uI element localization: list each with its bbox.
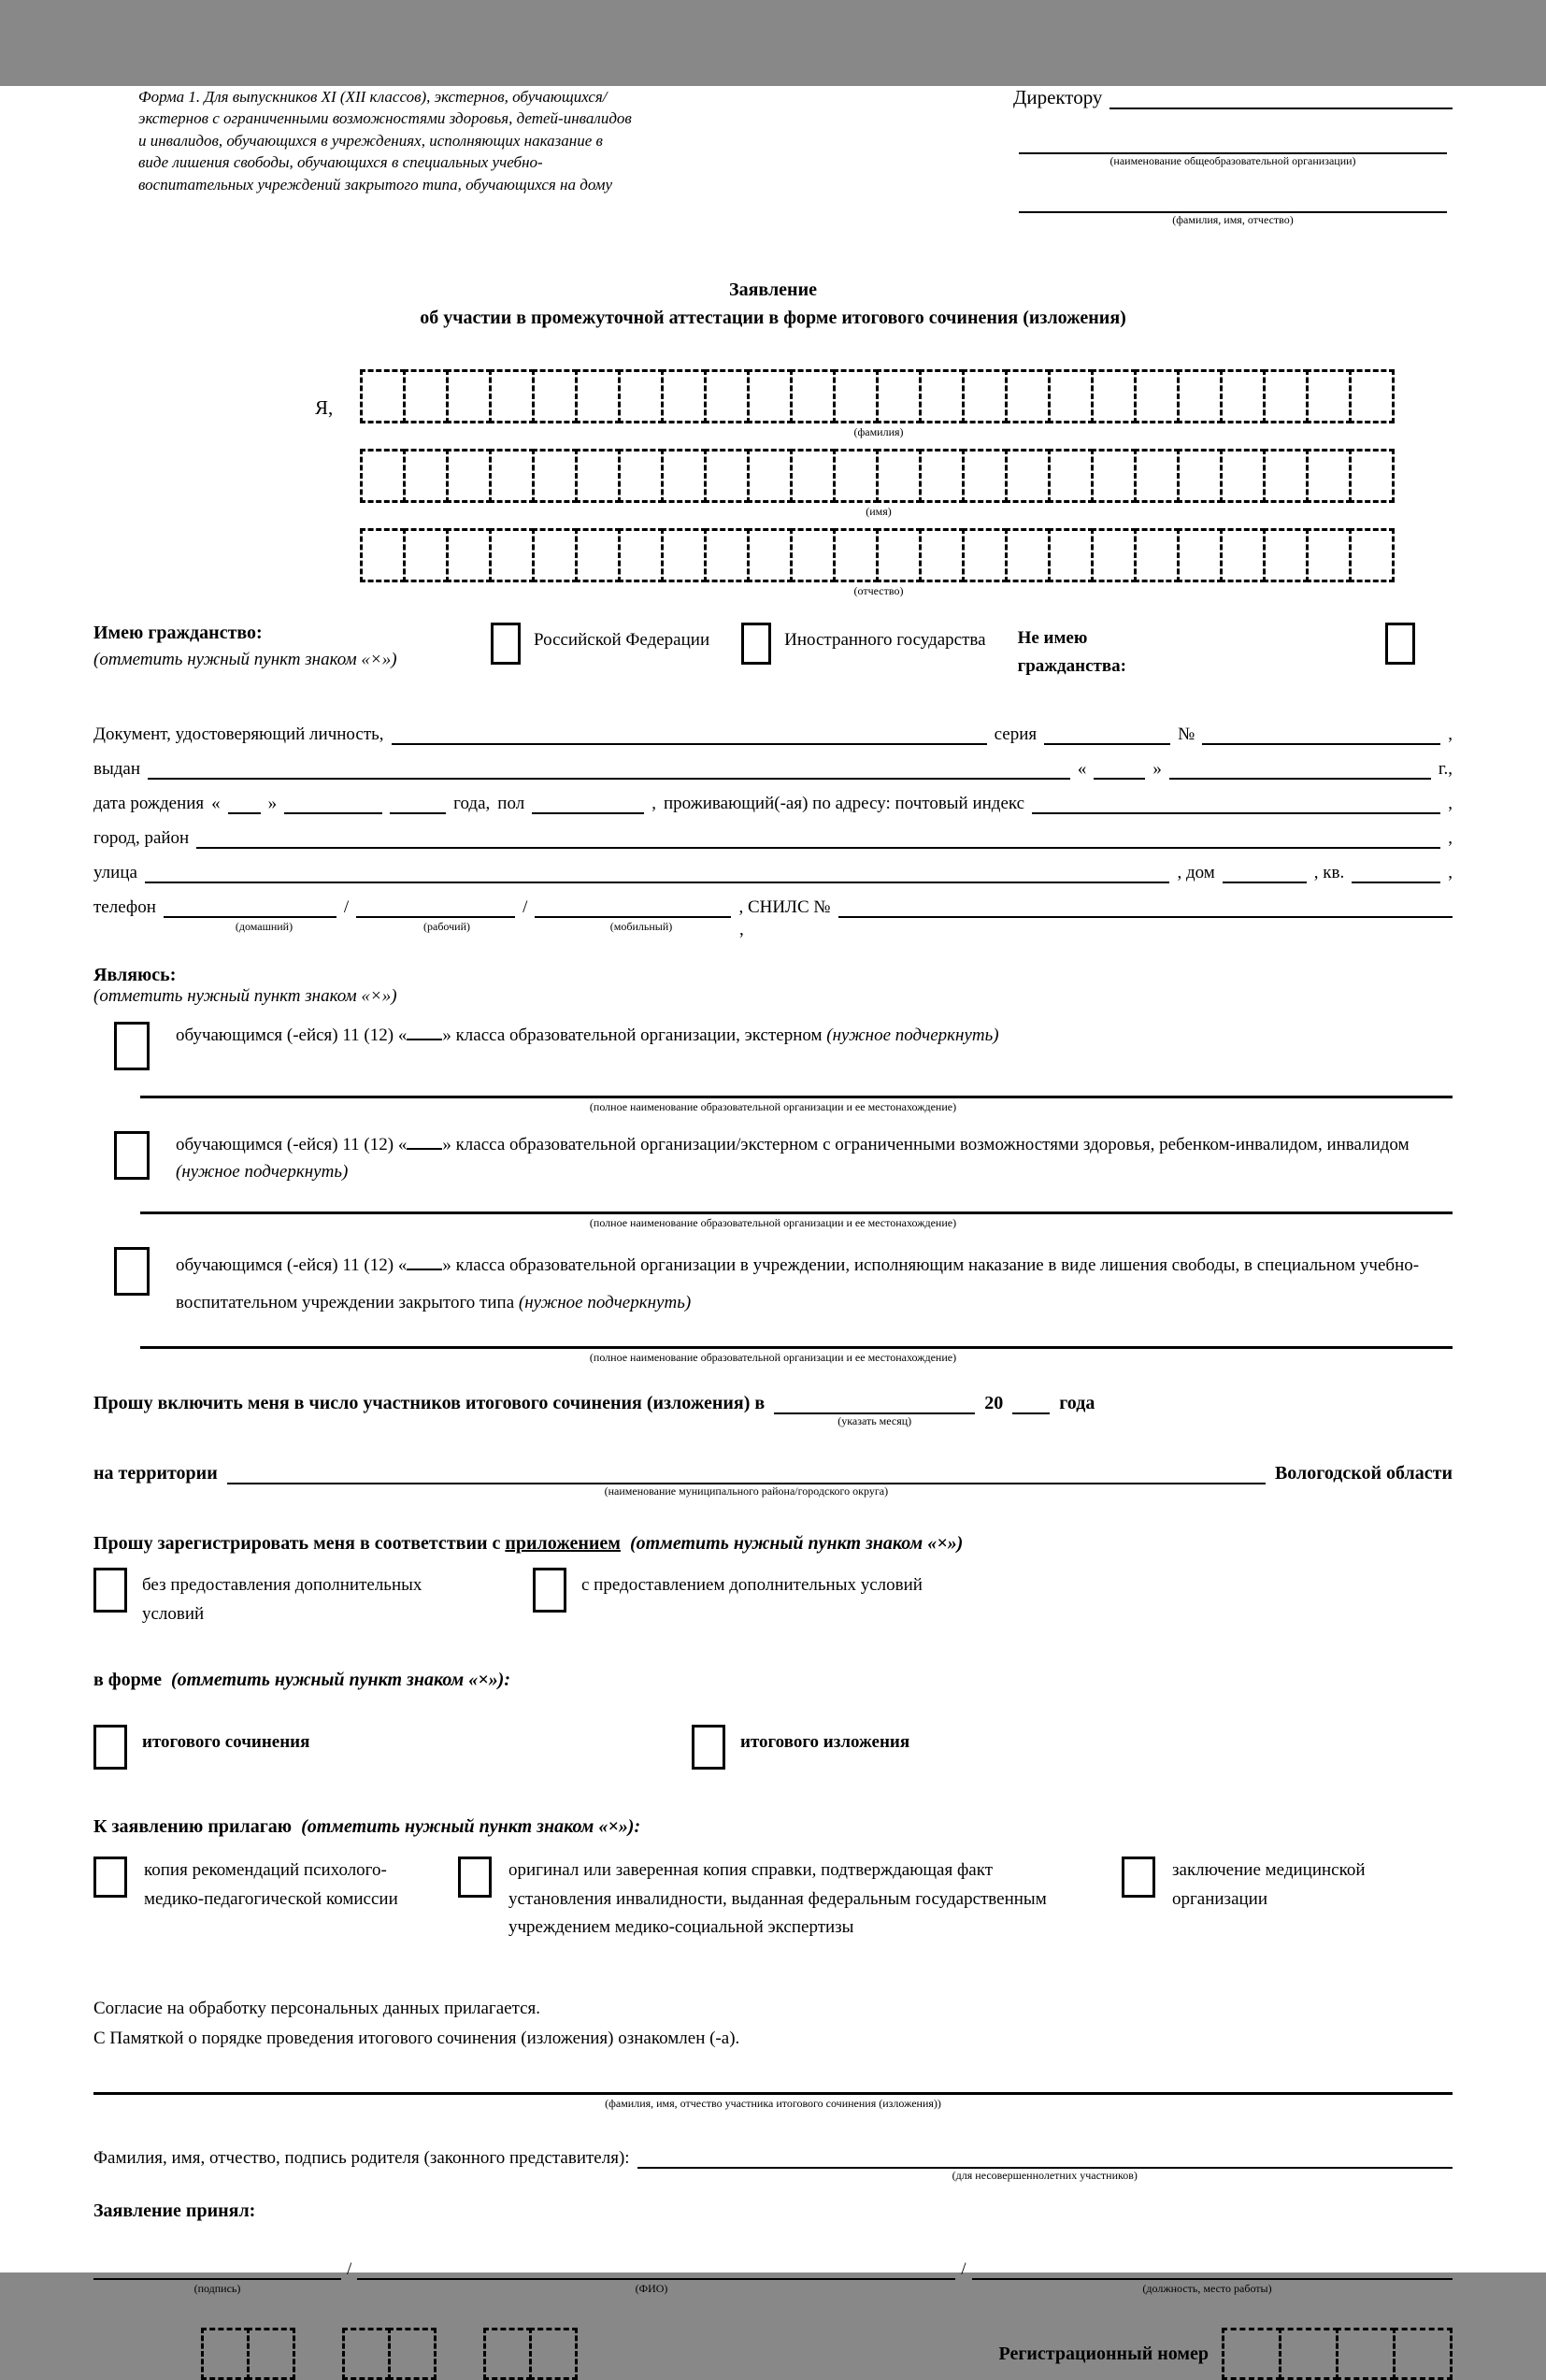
char-cell[interactable] xyxy=(704,528,750,582)
footer xyxy=(93,2328,1453,2380)
acceptor-signature-blank[interactable] xyxy=(93,2259,341,2280)
organization-name-blank[interactable] xyxy=(1019,109,1447,154)
header xyxy=(93,86,1453,227)
izlozhenie-checkbox[interactable] xyxy=(692,1725,725,1770)
org-caption-2: (полное наименование образовательной организации и ее местонахождение) xyxy=(589,1215,957,1229)
char-cell[interactable] xyxy=(201,2328,250,2380)
org-name-blank-2[interactable] xyxy=(140,1211,1453,1214)
char-cell[interactable] xyxy=(403,528,449,582)
comma: , xyxy=(651,793,656,813)
application-form-page xyxy=(0,86,1546,2364)
class-blank-1[interactable] xyxy=(407,1025,442,1040)
status-section xyxy=(93,965,1453,1366)
snils-blank[interactable] xyxy=(838,897,1453,918)
status-item-3 xyxy=(93,1247,1453,1322)
parent-blank-wrap xyxy=(637,2148,1453,2183)
year-suffix: года xyxy=(1059,1393,1095,1414)
territory-blank[interactable] xyxy=(227,1464,1266,1484)
char-cell[interactable] xyxy=(747,528,793,582)
char-cell[interactable] xyxy=(919,369,965,423)
year-blank[interactable] xyxy=(1012,1394,1050,1414)
foreign-label: Иностранного государства xyxy=(784,630,986,650)
surname-grid xyxy=(360,369,1395,423)
name-grid-section xyxy=(315,369,1453,598)
form-type-note: (отметить нужный пункт знаком «×»): xyxy=(170,1670,510,1691)
char-cell[interactable] xyxy=(360,449,406,503)
char-cell[interactable] xyxy=(919,528,965,582)
status-text-2a: обучающимся (-ейся) 11 (12) « xyxy=(176,1134,408,1154)
month-caption: (указать месяц) xyxy=(837,1414,912,1428)
char-cell[interactable] xyxy=(1134,369,1180,423)
doc-line xyxy=(93,724,1453,745)
birth-label: дата рождения xyxy=(93,793,205,813)
participant-signature-blank[interactable] xyxy=(93,2092,1453,2095)
patronymic-grid xyxy=(360,528,1395,582)
snils-label: , СНИЛС № xyxy=(738,896,831,917)
char-cell[interactable] xyxy=(747,449,793,503)
director-block xyxy=(1013,86,1453,227)
char-cell[interactable] xyxy=(489,449,535,503)
quote-close: » xyxy=(1152,758,1162,779)
firstname-grid xyxy=(360,449,1395,503)
year-label: г., xyxy=(1438,758,1453,779)
patronymic-row xyxy=(360,528,1453,582)
with-conditions-label: с предоставлением дополнительных условий xyxy=(581,1575,923,1596)
phone-home-caption: (домашний) xyxy=(235,919,293,933)
char-cell[interactable] xyxy=(876,369,922,423)
citizenship-note: (отметить нужный пункт знаком «×») xyxy=(93,650,397,669)
city-district-blank[interactable] xyxy=(196,828,1440,849)
kv-label: , кв. xyxy=(1313,862,1345,882)
char-cell[interactable] xyxy=(446,528,492,582)
surname-caption: (фамилия) xyxy=(853,425,904,438)
org-caption-3: (полное наименование образовательной организации и ее местонахождение) xyxy=(589,1351,957,1365)
rf-checkbox[interactable] xyxy=(491,623,521,665)
flat-blank[interactable] xyxy=(1352,863,1440,883)
phone-mobile-blank[interactable] xyxy=(535,897,731,918)
issued-by-blank[interactable] xyxy=(148,759,1070,780)
disability-certificate-checkbox[interactable] xyxy=(458,1857,492,1898)
director-name-blank[interactable] xyxy=(1109,89,1453,109)
birth-day-blank[interactable] xyxy=(228,794,261,814)
status-item-2 xyxy=(93,1131,1453,1186)
identity-section xyxy=(93,724,1453,940)
position-caption: (должность, место работы) xyxy=(1142,2282,1272,2296)
with-conditions-checkbox[interactable] xyxy=(533,1568,566,1613)
attachments-note: (отметить нужный пункт знаком «×»): xyxy=(301,1816,641,1838)
status-text-2b: » класса образовательной организации/экстерном с ограниченными возможностями здоровья, ребенком-инвалидом, инвалидом xyxy=(442,1134,1410,1154)
acceptor-fio-blank[interactable] xyxy=(357,2259,955,2280)
status-underline-note-3: (нужное подчеркнуть) xyxy=(518,1292,692,1312)
phone-home-blank[interactable] xyxy=(164,897,336,918)
attachment-item-3 xyxy=(1122,1857,1453,1942)
attachments-label: К заявлению прилагаю xyxy=(93,1816,293,1838)
month-blank-wrap xyxy=(774,1394,975,1428)
street-blank[interactable] xyxy=(145,863,1170,883)
char-cell[interactable] xyxy=(360,369,406,423)
char-cell[interactable] xyxy=(919,449,965,503)
char-cell[interactable] xyxy=(962,449,1008,503)
firstname-caption: (имя) xyxy=(866,505,892,518)
status-checkbox-2[interactable] xyxy=(114,1131,150,1180)
char-cell[interactable] xyxy=(360,528,406,582)
parent-line xyxy=(93,2148,1453,2183)
medical-conclusion-label: заключение медицинской организации xyxy=(1172,1860,1366,1909)
birth-year-blank[interactable] xyxy=(390,794,446,814)
char-cell[interactable] xyxy=(483,2328,532,2380)
registration-number-box xyxy=(1222,2328,1453,2380)
include-label: Прошу включить меня в число участников итогового сочинения (изложения) в xyxy=(93,1393,766,1414)
char-cell[interactable] xyxy=(1091,369,1137,423)
status-underline-note-2: (нужное подчеркнуть) xyxy=(176,1162,349,1183)
consent-line2: С Памяткой о порядке проведения итогового сочинения (изложения) ознакомлен (-а). xyxy=(93,2028,740,2048)
medical-conclusion-checkbox[interactable] xyxy=(1122,1857,1155,1898)
char-cell[interactable] xyxy=(661,528,707,582)
char-cell[interactable] xyxy=(1091,528,1137,582)
slash: / xyxy=(961,2259,966,2280)
vydan-label: выдан xyxy=(93,758,141,779)
char-cell[interactable] xyxy=(1220,449,1266,503)
house-blank[interactable] xyxy=(1223,863,1307,883)
status-text-3b: » класса образовательной организации в учреждении, исполняющим наказание в виде лишения свободы, в специальном учебно-воспитательном учреждении закрытого типа xyxy=(176,1255,1420,1312)
city-line xyxy=(93,828,1453,849)
citizenship-label-block xyxy=(93,623,491,670)
territory-blank-wrap xyxy=(227,1464,1266,1498)
char-cell[interactable] xyxy=(833,449,879,503)
doc-type-blank[interactable] xyxy=(392,724,987,745)
registration-number-block xyxy=(998,2328,1453,2380)
comma: , xyxy=(1448,793,1453,813)
char-cell[interactable] xyxy=(790,449,836,503)
parent-label: Фамилия, имя, отчество, подпись родителя (законного представителя): xyxy=(93,2148,630,2169)
organization-caption: (наименование общеобразовательной организации) xyxy=(1109,154,1356,167)
char-cell[interactable] xyxy=(790,528,836,582)
attachment-item-1 xyxy=(93,1857,458,1942)
char-cell[interactable] xyxy=(532,369,578,423)
citizenship-section xyxy=(93,623,1453,681)
stray-comma: , xyxy=(739,919,744,939)
char-cell[interactable] xyxy=(1263,528,1309,582)
seriya-label: серия xyxy=(994,724,1038,744)
status-text-1b: » класса образовательной организации, экстерном xyxy=(442,1025,827,1045)
char-cell[interactable] xyxy=(1349,449,1395,503)
register-option-with xyxy=(533,1568,923,1628)
region-label: Вологодской области xyxy=(1274,1463,1453,1484)
char-cell[interactable] xyxy=(575,449,621,503)
char-cell[interactable] xyxy=(1048,528,1094,582)
char-cell[interactable] xyxy=(575,528,621,582)
char-cell[interactable] xyxy=(1177,369,1223,423)
surname-row xyxy=(315,369,1453,423)
char-cell[interactable] xyxy=(575,369,621,423)
char-cell[interactable] xyxy=(1336,2328,1396,2380)
acceptor-position-blank[interactable] xyxy=(972,2259,1453,2280)
quote-open: « xyxy=(1077,758,1087,779)
include-request-line xyxy=(93,1393,1453,1428)
postal-index-blank[interactable] xyxy=(1032,794,1440,814)
citizenship-option-foreign xyxy=(741,623,985,665)
no-citizenship-checkbox[interactable] xyxy=(1385,623,1415,665)
comma: , xyxy=(1448,827,1453,848)
disability-certificate-label: оригинал или заверенная копия справки, подтверждающая факт установления инвалидности, выданная федеральным государственным учреждением медико-социальной экспертизы xyxy=(508,1860,1047,1937)
char-cell[interactable] xyxy=(247,2328,295,2380)
register-attachment-ref: приложением xyxy=(505,1533,621,1555)
director-label: Директору xyxy=(1013,86,1103,108)
register-section xyxy=(93,1533,1453,1628)
char-cell[interactable] xyxy=(1005,449,1051,503)
rf-label: Российской Федерации xyxy=(534,630,710,650)
org-name-blank-1[interactable] xyxy=(140,1095,1453,1098)
char-cell[interactable] xyxy=(529,2328,578,2380)
char-cell[interactable] xyxy=(1306,369,1352,423)
parent-caption: (для несовершеннолетних участников) xyxy=(952,2169,1138,2183)
ya-prefix: Я, xyxy=(315,396,334,419)
char-cell[interactable] xyxy=(1091,449,1137,503)
phone-work-caption: (рабочий) xyxy=(423,919,470,933)
seriya-blank[interactable] xyxy=(1044,724,1170,745)
title-line1: Заявление xyxy=(729,280,817,300)
gorod-label: город, район xyxy=(93,827,190,848)
char-cell[interactable] xyxy=(1222,2328,1281,2380)
attachment-item-2 xyxy=(458,1857,1122,1942)
registration-number-label: Регистрационный номер xyxy=(998,2343,1209,2364)
form-type-section xyxy=(93,1670,1453,1770)
char-cell[interactable] xyxy=(1220,528,1266,582)
char-cell[interactable] xyxy=(962,528,1008,582)
char-cell[interactable] xyxy=(1134,449,1180,503)
signature-caption: (подпись) xyxy=(193,2282,241,2296)
firstname-row xyxy=(360,449,1453,503)
title-line2: об участии в промежуточной аттестации в форме итогового сочинения (изложения) xyxy=(420,308,1126,328)
char-cell[interactable] xyxy=(704,369,750,423)
number-label: № xyxy=(1178,724,1195,744)
territory-label: на территории xyxy=(93,1463,218,1484)
essay-label: итогового сочинения xyxy=(142,1732,310,1753)
year-prefix: 20 xyxy=(984,1393,1004,1414)
pmpk-copy-label: копия рекомендаций психолого-медико-педагогической комиссии xyxy=(144,1860,398,1909)
pmpk-copy-checkbox[interactable] xyxy=(93,1857,127,1898)
parent-signature-blank[interactable] xyxy=(637,2148,1453,2169)
org-caption-1: (полное наименование образовательной организации и ее местонахождение) xyxy=(589,1099,957,1113)
pol-label: пол xyxy=(497,793,525,813)
citizenship-option-rf xyxy=(491,623,709,665)
status-text-3a: обучающимся (-ейся) 11 (12) « xyxy=(176,1255,408,1275)
class-blank-2[interactable] xyxy=(407,1135,442,1150)
slash: / xyxy=(522,896,528,917)
char-cell[interactable] xyxy=(876,528,922,582)
telefon-label: телефон xyxy=(93,896,156,917)
no-citizenship-label: Не имею гражданства: xyxy=(1017,628,1126,677)
without-conditions-label: без предоставления дополнительных условий xyxy=(142,1575,422,1624)
quote-open: « xyxy=(211,793,221,813)
status-underline-note-1: (нужное подчеркнуть) xyxy=(826,1025,999,1045)
char-cell[interactable] xyxy=(833,369,879,423)
phone-line xyxy=(93,897,1453,918)
char-cell[interactable] xyxy=(1306,528,1352,582)
char-cell[interactable] xyxy=(1393,2328,1453,2380)
char-cell[interactable] xyxy=(1048,449,1094,503)
char-cell[interactable] xyxy=(876,449,922,503)
essay-option xyxy=(93,1725,692,1770)
signature-captions xyxy=(93,2282,1453,2296)
signature-row xyxy=(93,2259,1453,2280)
consent-section xyxy=(93,1994,1453,2053)
char-cell[interactable] xyxy=(1349,528,1395,582)
char-cell[interactable] xyxy=(489,369,535,423)
director-fio-blank[interactable] xyxy=(1019,168,1447,213)
issue-month-blank[interactable] xyxy=(1169,759,1431,780)
citizenship-label: Имею гражданство: xyxy=(93,623,263,643)
char-cell[interactable] xyxy=(1005,369,1051,423)
form-variant-note: Форма 1. Для выпускников XI (XII классов), экстернов, обучающихся/экстернов с ограниченными возможностями здоровья, детей-инвалидов и инвалидов, обучающихся в учреждениях, исполняющих наказание в виде лишения свободы, обучающихся в специальных учебно-воспитательных учреждений закрытого типа, обучающихся на дому xyxy=(138,88,632,194)
issue-day-blank[interactable] xyxy=(1094,759,1145,780)
director-fio-caption: (фамилия, имя, отчество) xyxy=(1172,213,1294,226)
without-conditions-checkbox[interactable] xyxy=(93,1568,127,1613)
date-month-box xyxy=(342,2328,437,2380)
issued-line xyxy=(93,759,1453,780)
char-cell[interactable] xyxy=(1005,528,1051,582)
date-year-box xyxy=(483,2328,578,2380)
participant-caption: (фамилия, имя, отчество участника итогового сочинения (изложения)) xyxy=(605,2097,941,2111)
char-cell[interactable] xyxy=(1349,369,1395,423)
month-blank[interactable] xyxy=(774,1394,975,1414)
char-cell[interactable] xyxy=(661,449,707,503)
number-blank[interactable] xyxy=(1202,724,1440,745)
comma: , xyxy=(1448,724,1453,744)
izlozhenie-option xyxy=(692,1725,909,1770)
patronymic-caption: (отчество) xyxy=(853,584,904,597)
char-cell[interactable] xyxy=(532,449,578,503)
char-cell[interactable] xyxy=(1279,2328,1338,2380)
essay-checkbox[interactable] xyxy=(93,1725,127,1770)
status-label: Являюсь: xyxy=(93,964,177,985)
class-blank-3[interactable] xyxy=(407,1255,442,1270)
char-cell[interactable] xyxy=(790,369,836,423)
char-cell[interactable] xyxy=(446,449,492,503)
char-cell[interactable] xyxy=(403,449,449,503)
attachments-section xyxy=(93,1816,1453,1942)
register-label: Прошу зарегистрировать меня в соответствии с xyxy=(93,1533,501,1555)
territory-line xyxy=(93,1463,1453,1498)
phone-work-blank[interactable] xyxy=(356,897,515,918)
org-name-blank-3[interactable] xyxy=(140,1345,1453,1349)
foreign-checkbox[interactable] xyxy=(741,623,771,665)
char-cell[interactable] xyxy=(489,528,535,582)
char-cell[interactable] xyxy=(618,369,664,423)
dom-label: , дом xyxy=(1177,862,1215,882)
accepted-label: Заявление принял: xyxy=(93,2201,256,2222)
char-cell[interactable] xyxy=(1177,449,1223,503)
status-note: (отметить нужный пункт знаком «×») xyxy=(93,985,397,1006)
char-cell[interactable] xyxy=(1263,369,1309,423)
char-cell[interactable] xyxy=(1306,449,1352,503)
char-cell[interactable] xyxy=(618,449,664,503)
register-option-without xyxy=(93,1568,533,1628)
char-cell[interactable] xyxy=(342,2328,391,2380)
comma: , xyxy=(1448,862,1453,882)
form-title xyxy=(93,276,1453,332)
territory-caption: (наименование муниципального района/городского округа) xyxy=(604,1484,889,1498)
street-line xyxy=(93,863,1453,883)
char-cell[interactable] xyxy=(446,369,492,423)
consent-line1: Согласие на обработку персональных данных прилагается. xyxy=(93,1999,541,2019)
char-cell[interactable] xyxy=(1263,449,1309,503)
char-cell[interactable] xyxy=(1220,369,1266,423)
char-cell[interactable] xyxy=(618,528,664,582)
status-item-1 xyxy=(93,1022,1453,1070)
address-label: проживающий(-ая) по адресу: почтовый индекс xyxy=(663,793,1025,813)
status-checkbox-3[interactable] xyxy=(114,1247,150,1296)
char-cell[interactable] xyxy=(388,2328,437,2380)
char-cell[interactable] xyxy=(1177,528,1223,582)
char-cell[interactable] xyxy=(661,369,707,423)
birth-line xyxy=(93,794,1453,814)
status-text-1a: обучающимся (-ейся) 11 (12) « xyxy=(176,1025,408,1045)
slash: / xyxy=(343,896,350,917)
gender-blank[interactable] xyxy=(532,794,644,814)
quote-close: » xyxy=(267,793,278,813)
char-cell[interactable] xyxy=(962,369,1008,423)
register-note: (отметить нужный пункт знаком «×») xyxy=(629,1533,964,1555)
ulitsa-label: улица xyxy=(93,862,137,882)
birth-month-blank[interactable] xyxy=(284,794,382,814)
char-cell[interactable] xyxy=(747,369,793,423)
date-day-box xyxy=(201,2328,295,2380)
char-cell[interactable] xyxy=(1048,369,1094,423)
form-type-label: в форме xyxy=(93,1670,162,1691)
status-checkbox-1[interactable] xyxy=(114,1022,150,1070)
char-cell[interactable] xyxy=(704,449,750,503)
goda-label: года, xyxy=(453,793,491,813)
phone-captions xyxy=(93,920,1453,940)
doc-label: Документ, удостоверяющий личность, xyxy=(93,724,384,744)
char-cell[interactable] xyxy=(833,528,879,582)
phone-mobile-caption: (мобильный) xyxy=(609,919,673,933)
char-cell[interactable] xyxy=(403,369,449,423)
slash: / xyxy=(347,2259,352,2280)
char-cell[interactable] xyxy=(532,528,578,582)
fio-caption: (ФИО) xyxy=(635,2282,668,2296)
char-cell[interactable] xyxy=(1134,528,1180,582)
izlozhenie-label: итогового изложения xyxy=(740,1732,910,1753)
